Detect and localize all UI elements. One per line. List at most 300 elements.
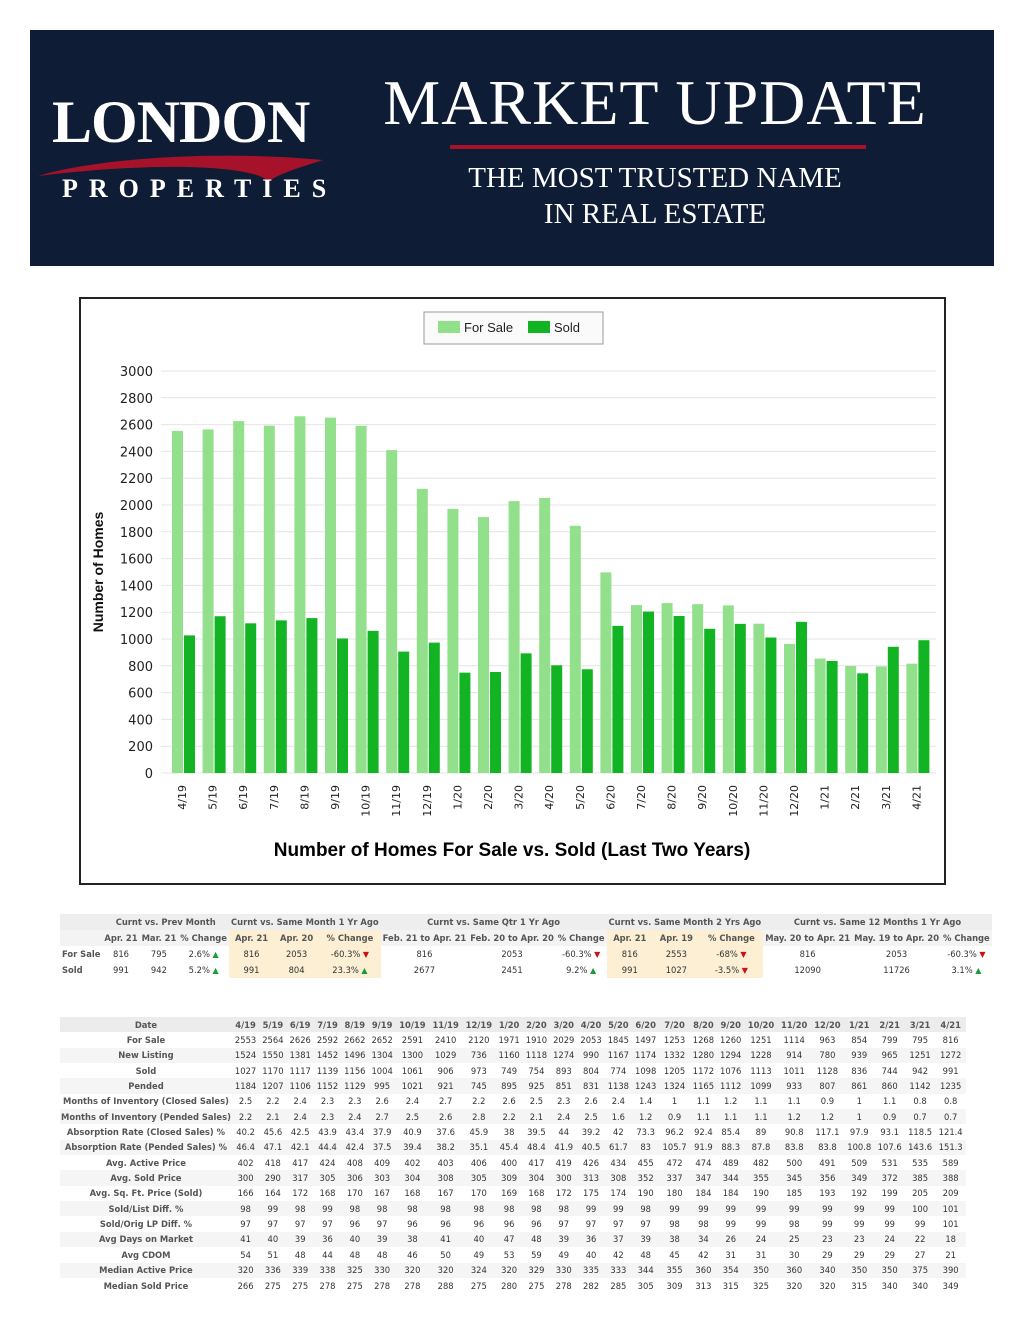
trend-down-icon: ▼ [360,950,370,959]
stats-cell: 2.7 [368,1109,395,1124]
y-tick-label: 600 [128,686,153,702]
stats-cell: 43.9 [318,1127,337,1138]
stats-cell: 209 [942,1188,959,1199]
stats-cell: 320 [232,1263,259,1278]
stats-cell: 2.3 [348,1096,362,1107]
bar-sold [521,653,532,773]
bar-sold [429,643,440,773]
stats-cell: 2.5 [577,1109,604,1124]
stats-cell: 48 [376,1249,388,1260]
stats-cell: 49 [473,1249,485,1260]
stats-cell: 275 [264,1280,281,1291]
stats-cell: 97 [267,1219,279,1230]
summary-change-cell [700,946,764,962]
summary-cell-value: 795 [150,949,167,959]
stats-cell: 98 [523,1201,550,1216]
stats-row [60,1186,966,1201]
stats-cell: 47 [495,1232,522,1247]
bar-for-sale [203,429,214,773]
stats-cell: 118.5 [908,1127,933,1138]
stats-cell: 45.6 [263,1127,283,1138]
summary-cell-value: -60.3% [330,949,361,959]
stats-cell: 1253 [663,1035,686,1046]
stats-cell: 2.6 [502,1096,516,1107]
stats-cell: 99 [605,1201,632,1216]
stats-cell: 320 [429,1263,462,1278]
stats-cell: 354 [717,1263,744,1278]
stats-cell: 98 [550,1201,577,1216]
summary-row [60,946,992,962]
summary-change-cell [556,962,607,978]
stats-cell: 107.6 [874,1140,904,1155]
bar-sold [306,618,317,773]
stats-cell: 38 [503,1127,515,1138]
stats-cell: 42.1 [287,1140,314,1155]
bar-sold [368,631,379,773]
stats-cell: 1.1 [690,1109,717,1124]
stats-cell: 290 [259,1170,286,1185]
stats-cell: 91.9 [690,1140,717,1155]
summary-subheader: Feb. 21 to Apr. 21 [381,930,469,946]
y-tick-label: 800 [128,659,153,675]
stats-cell: 325 [752,1280,769,1291]
stats-cell: 96.2 [665,1127,684,1138]
stats-cell: 417 [528,1157,545,1168]
stats-cell: 807 [811,1078,844,1093]
stats-cell: 406 [470,1157,487,1168]
stats-row [60,1155,966,1170]
stats-cell: 48 [349,1249,361,1260]
stats-cell: 2626 [289,1035,311,1046]
stats-cell: 92.4 [694,1127,713,1138]
summary-cell-value: 2053 [501,949,523,959]
stats-cell: 61.7 [605,1140,632,1155]
stats-cell: 99 [778,1201,811,1216]
bar-sold [490,672,501,773]
stats-cell: 2.8 [462,1109,495,1124]
trend-up-icon: ▲ [587,966,597,975]
stats-cell: 96 [473,1219,485,1230]
x-tick-label: 3/21 [879,785,893,810]
chart-title: Number of Homes For Sale vs. Sold (Last Two Years) [273,840,751,861]
bar-for-sale [784,644,795,773]
summary-cell-value: 2553 [665,949,688,959]
bar-for-sale [692,604,703,773]
stats-cell: 0.7 [905,1109,935,1124]
stats-cell: 185 [786,1188,803,1199]
stats-cell: 100.8 [844,1140,874,1155]
stats-row-label: Avg. Sq. Ft. Price (Sold) [89,1188,203,1199]
stats-cell: 324 [462,1263,495,1278]
bar-sold [643,612,654,773]
y-tick-label: 400 [128,713,153,729]
bar-sold [735,624,746,773]
stats-cell: 991 [942,1065,959,1076]
summary-cell-value: 2451 [501,965,523,975]
bar-for-sale [172,431,183,773]
summary-cell [468,962,556,978]
summary-corner-cell [60,930,102,946]
summary-cell-value: 991 [113,965,129,975]
stats-cell: 1139 [316,1065,339,1076]
stats-cell: 895 [495,1078,522,1093]
summary-subheader: % Change [178,930,229,946]
stats-cell: 2652 [371,1035,393,1046]
stats-cell: 97 [240,1219,251,1230]
stats-cell: 426 [583,1157,600,1168]
x-tick-label: 4/20 [543,785,557,810]
summary-subheader: % Change [556,930,607,946]
stats-cell: 360 [778,1263,811,1278]
x-tick-label: 10/19 [359,785,373,817]
stats-cell: 1228 [744,1048,777,1063]
stats-row [60,1094,966,1109]
stats-cell: 2.5 [238,1096,253,1107]
stats-cell: 1 [856,1096,862,1107]
stats-row [60,1232,966,1247]
stats-row [60,1263,966,1278]
stats-cell: 1304 [368,1048,395,1063]
stats-date-label: Date [60,1017,232,1032]
summary-change-cell [941,962,992,978]
stats-cell: 1160 [495,1048,522,1063]
stats-cell: 304 [523,1170,550,1185]
summary-cell-value: -3.5% [714,965,740,975]
stats-cell: 51 [267,1249,279,1260]
stats-cell: 2.1 [259,1109,286,1124]
summary-cell-value: 11726 [883,965,910,975]
stats-date-header: 5/19 [259,1017,286,1032]
x-tick-label: 12/19 [420,785,434,817]
stats-cell: 39.4 [396,1140,429,1155]
stats-cell: 39 [287,1232,314,1247]
summary-subheader: Apr. 20 [274,930,319,946]
stats-cell: 474 [695,1157,712,1168]
stats-cell: 315 [722,1280,739,1291]
stats-cell: 25 [778,1232,811,1247]
summary-cell-value: 816 [243,949,260,959]
stats-cell: 288 [437,1280,454,1291]
stats-cell: 2.2 [266,1096,280,1107]
y-axis-label: Number of Homes [90,511,106,633]
stats-row-label: Sold/List Diff. % [60,1201,232,1216]
stats-cell: 46.4 [232,1140,259,1155]
stats-cell: 535 [912,1157,929,1168]
stats-date-header: 4/21 [935,1017,966,1032]
tagline-line-1: THE MOST TRUSTED NAME [468,162,842,194]
bar-sold [827,661,838,773]
bar-sold [765,638,776,773]
stats-row-label: Sold [135,1065,157,1076]
stats-cell: 350 [874,1263,904,1278]
stats-date-header: 2/21 [874,1017,904,1032]
stats-cell: 42.4 [341,1140,368,1155]
stats-cell: 205 [912,1188,929,1199]
stats-cell: 44.4 [314,1140,341,1155]
summary-cell [140,962,179,978]
stats-cell: 500 [786,1157,803,1168]
stats-cell: 50 [440,1249,451,1260]
summary-corner-cell [60,914,102,930]
stats-cell: 2564 [262,1035,284,1046]
summary-subheader: Apr. 19 [653,930,700,946]
stats-cell: 41.9 [550,1140,577,1155]
summary-row-label: For Sale [62,949,101,959]
stats-cell: 175 [583,1188,600,1199]
stats-cell: 831 [577,1078,604,1093]
stats-cell: 345 [778,1170,811,1185]
stats-cell: 1142 [905,1078,935,1093]
summary-cell-value: 2.6% [188,949,210,959]
stats-cell: 83 [632,1140,659,1155]
legend-swatch [438,321,460,333]
summary-cell [229,962,274,978]
stats-cell: 1117 [289,1065,311,1076]
stats-row [60,1247,966,1262]
stats-row [60,1032,966,1047]
stats-cell: 1.6 [605,1109,632,1124]
summary-cell [852,962,941,978]
bar-sold [704,629,715,773]
stats-cell: 1113 [750,1065,772,1076]
legend-label: Sold [554,320,581,335]
stats-date-header: 9/20 [717,1017,744,1032]
summary-cell-value: 816 [113,949,129,959]
x-tick-label: 3/20 [512,785,526,810]
stats-cell: 98 [669,1219,680,1230]
stats-cell: 29 [822,1249,833,1260]
summary-group-header: Curnt vs. Same Qtr 1 Yr Ago [381,914,607,930]
stats-cell: 304 [396,1170,429,1185]
stats-cell: 164 [264,1188,281,1199]
stats-date-header: 3/20 [550,1017,577,1032]
summary-cell-value: 816 [621,949,638,959]
stats-cell: 744 [881,1065,898,1076]
stats-cell: 167 [437,1188,454,1199]
stats-cell: 101 [935,1201,966,1216]
summary-cell [381,962,469,978]
stats-row-label: Months of Inventory (Pended Sales) [60,1109,232,1124]
summary-subheader: Mar. 21 [140,930,179,946]
stats-cell: 1381 [287,1048,314,1063]
summary-cell-value: 23.3% [332,965,359,975]
y-tick-label: 1600 [119,552,153,568]
stats-date-header: 1/21 [844,1017,874,1032]
stats-cell: 906 [437,1065,454,1076]
stats-cell: 995 [368,1078,395,1093]
stats-cell: 1.1 [696,1096,711,1107]
stats-cell: 1497 [635,1035,657,1046]
stats-cell: 96 [531,1219,542,1230]
stats-cell: 143.6 [905,1140,935,1155]
logo-wordmark: LONDON [52,89,310,155]
stats-cell: 1 [844,1109,874,1124]
legend-swatch [528,321,550,333]
stats-cell: 45.4 [495,1140,522,1155]
stats-cell: 589 [942,1157,959,1168]
stats-cell: 278 [555,1280,572,1291]
summary-cell-value: 991 [621,965,638,975]
stats-cell: 408 [346,1157,363,1168]
stats-cell: 336 [259,1263,286,1278]
stats-cell: 47.1 [259,1140,286,1155]
stats-cell: 54 [240,1249,251,1260]
stats-cell: 780 [811,1048,844,1063]
stats-cell: 44 [322,1249,333,1260]
x-tick-label: 6/19 [237,785,251,810]
stats-cell: 400 [501,1157,518,1168]
stats-cell: 96 [440,1219,451,1230]
stats-row [60,1109,966,1124]
bar-for-sale [264,426,275,773]
stats-cell: 190 [637,1188,654,1199]
stats-cell: 754 [528,1065,545,1076]
stats-cell: 403 [437,1157,454,1168]
stats-table [60,1017,966,1293]
stats-cell: 85.4 [721,1127,741,1138]
stats-cell: 1021 [396,1078,429,1093]
stats-cell: 275 [528,1280,545,1291]
stats-cell: 24 [874,1232,904,1247]
stats-cell: 340 [881,1280,898,1291]
stats-cell: 338 [314,1263,341,1278]
stats-cell: 2.5 [396,1109,429,1124]
x-tick-label: 9/19 [329,785,342,810]
stats-cell: 48 [294,1249,306,1260]
stats-date-header: 6/19 [287,1017,314,1032]
stats-cell: 417 [292,1157,309,1168]
stats-cell: 305 [314,1170,341,1185]
stats-cell: 2592 [316,1035,339,1046]
stats-cell: 2.3 [314,1109,341,1124]
stats-cell: 98 [287,1201,314,1216]
summary-cell [852,946,941,962]
logo-subtitle: PROPERTIES [62,174,338,203]
stats-cell: 303 [368,1170,395,1185]
bar-for-sale [325,418,336,773]
stats-cell: 1172 [692,1065,715,1076]
stats-cell: 184 [722,1188,739,1199]
y-tick-label: 2200 [119,472,153,488]
stats-cell: 0.9 [820,1096,835,1107]
stats-cell: 317 [287,1170,314,1185]
stats-cell: 1235 [935,1078,966,1093]
stats-cell: 1106 [287,1078,314,1093]
stats-cell: 278 [319,1280,336,1291]
bar-sold [857,673,868,773]
stats-date-header: 12/20 [811,1017,844,1032]
stats-cell: 99 [874,1201,904,1216]
stats-cell: 329 [523,1263,550,1278]
stats-cell: 320 [396,1263,429,1278]
stats-cell: 31 [725,1249,737,1260]
summary-cell-value: 991 [243,965,260,975]
stats-cell: 2.2 [472,1096,486,1107]
stats-cell: 355 [659,1263,689,1278]
stats-cell: 40.5 [577,1140,604,1155]
stats-cell: 1274 [550,1048,577,1063]
stats-cell: 1205 [663,1065,686,1076]
stats-cell: 860 [874,1078,904,1093]
x-tick-label: 7/20 [635,785,648,810]
stats-cell: 105.7 [659,1140,689,1155]
stats-cell: 2.6 [429,1109,462,1124]
trend-down-icon: ▼ [737,950,747,959]
stats-cell: 1061 [401,1065,424,1076]
x-tick-label: 7/19 [267,785,281,810]
stats-cell: 89 [755,1127,767,1138]
stats-cell: 1524 [232,1048,259,1063]
stats-cell: 99 [744,1201,777,1216]
stats-cell: 973 [470,1065,487,1076]
summary-cell-value: 3.1% [951,965,973,975]
x-tick-label: 11/20 [757,785,771,817]
bar-sold [459,673,470,773]
summary-cell-value: 816 [799,949,816,959]
stats-cell: 40 [259,1232,286,1247]
x-tick-label: 1/21 [818,785,832,810]
stats-cell: 96 [349,1219,361,1230]
summary-cell-value: -60.3% [947,949,977,959]
header-banner [30,30,994,266]
bar-for-sale [447,509,458,773]
stats-row-label: Avg. Active Price [106,1157,186,1168]
summary-subheader: May. 20 to Apr. 21 [763,930,852,946]
x-tick-label: 1/20 [451,785,465,810]
stats-cell: 23 [811,1232,844,1247]
stats-row-label: New Listing [60,1048,232,1063]
summary-change-cell [178,962,229,978]
bar-sold [276,620,287,773]
summary-cell [274,962,319,978]
x-tick-label: 8/20 [665,785,679,810]
stats-cell: 278 [404,1280,421,1291]
stats-cell: 99 [811,1201,844,1216]
stats-cell: 21 [945,1249,956,1260]
stats-row [60,1278,966,1293]
summary-subheader-row [60,930,992,946]
x-tick-label: 4/19 [176,785,189,810]
bar-for-sale [876,666,887,773]
stats-cell: 2591 [401,1035,424,1046]
stats-cell: 42 [613,1127,624,1138]
stats-cell: 98 [429,1201,462,1216]
stats-cell: 97 [640,1219,651,1230]
summary-cell-value: -60.3% [561,949,592,959]
y-tick-label: 0 [144,767,153,782]
stats-cell: 1.4 [639,1096,653,1107]
stats-cell: 1.2 [632,1109,659,1124]
trend-up-icon: ▲ [358,966,368,975]
bar-sold [337,638,348,773]
stats-cell: 24 [744,1232,777,1247]
stats-cell: 1452 [314,1048,341,1063]
trend-up-icon: ▲ [209,950,219,959]
stats-cell: 39.5 [527,1127,546,1138]
bar-for-sale [478,517,489,773]
summary-group-header: Curnt vs. Same 12 Months 1 Yr Ago [763,914,992,930]
stats-cell: 1971 [498,1035,520,1046]
summary-subheader: % Change [700,930,764,946]
stats-cell: 0.8 [913,1096,927,1107]
stats-cell: 305 [462,1170,495,1185]
stats-cell: 1251 [750,1035,772,1046]
stats-cell: 40.2 [236,1127,255,1138]
bar-sold [612,626,623,773]
stats-cell: 37.9 [372,1127,392,1138]
stats-cell: 893 [555,1065,572,1076]
stats-cell: 1167 [605,1048,632,1063]
